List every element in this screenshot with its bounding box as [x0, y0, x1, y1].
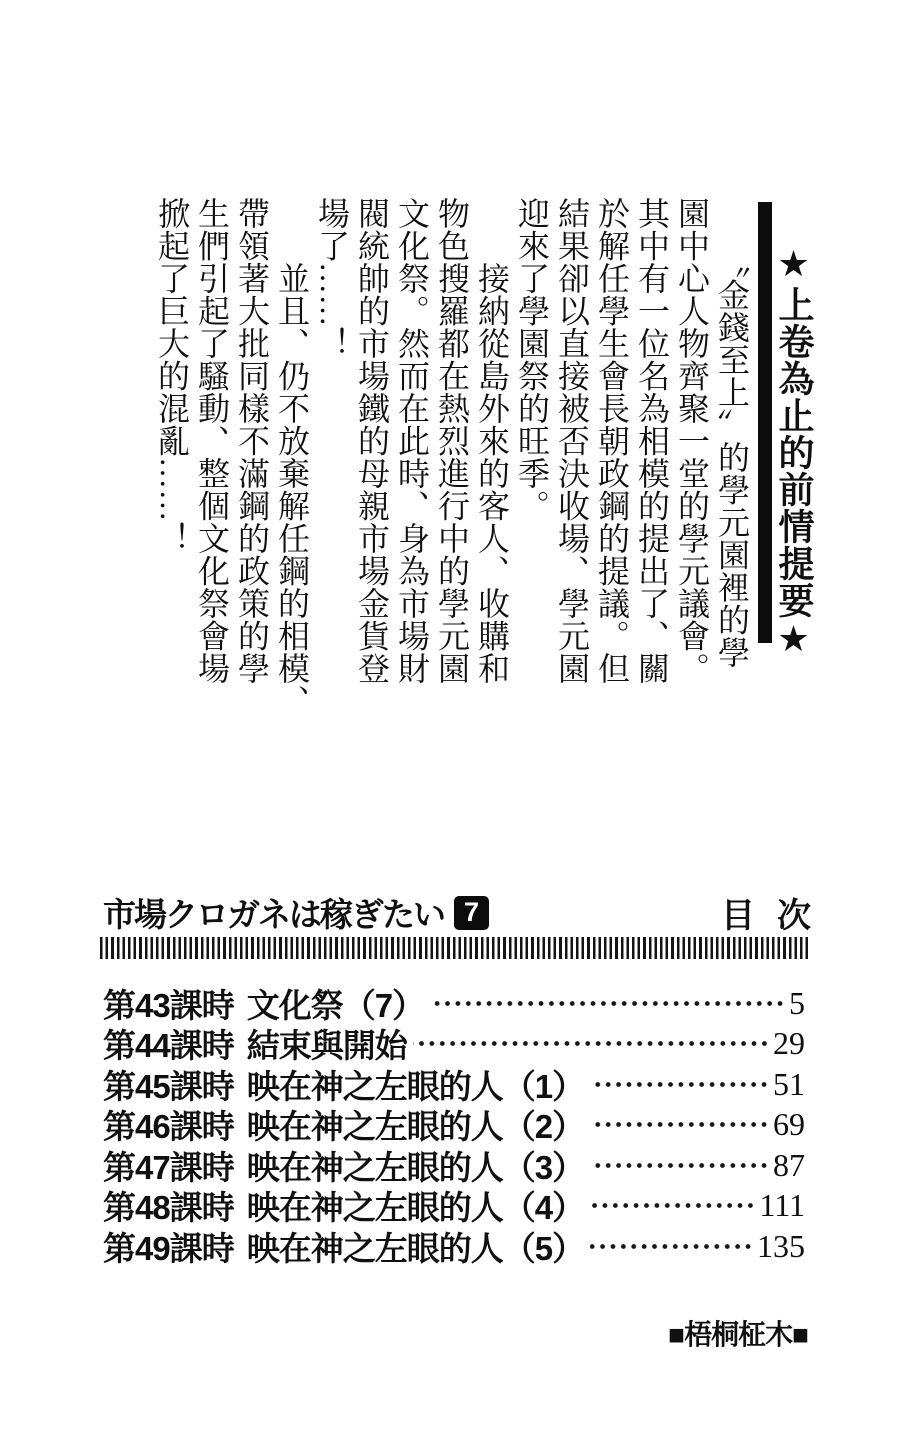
- chapter-number: 第43課時: [103, 986, 234, 1024]
- toc-entry: [103, 983, 805, 1024]
- page-number: 29: [773, 1025, 805, 1062]
- dot-leader: [590, 1121, 771, 1128]
- page-number: 69: [773, 1106, 805, 1143]
- synopsis-column: 結果卻以直接被否決收場、學元園: [554, 197, 590, 685]
- chapter-title: 映在神之左眼的人（5）: [246, 1229, 585, 1267]
- chapter-title: 文化祭（7）: [246, 986, 425, 1024]
- synopsis-column: 文化祭。然而在此時、身為市場財: [394, 197, 430, 685]
- chapter-number: 第49課時: [103, 1229, 234, 1267]
- synopsis-column: 帶領著大批同樣不滿鋼的政策的學: [234, 197, 270, 685]
- dot-leader: [413, 1040, 771, 1047]
- page-number: 135: [757, 1227, 805, 1264]
- synopsis-column: 閥統帥的市場鐵的母親市場金貨登: [354, 197, 390, 685]
- synopsis-column: 於解任學生會長朝政鋼的提議。但: [594, 197, 630, 685]
- toc-entry: [103, 1145, 805, 1186]
- synopsis-column: 並且、仍不放棄解任鋼的相模、: [274, 197, 310, 717]
- chapter-number: 第45課時: [103, 1067, 234, 1105]
- synopsis-column: 場了……！: [314, 197, 350, 360]
- toc-entry: [103, 1105, 805, 1146]
- synopsis-column: 物色搜羅都在熱烈進行中的學元園: [434, 197, 470, 685]
- divider-bar: [758, 202, 772, 643]
- chapter-title: 映在神之左眼的人（1）: [246, 1067, 585, 1105]
- toc-entry: [103, 1064, 805, 1105]
- synopsis-column: 迎來了學園祭的旺季。: [514, 197, 550, 522]
- dot-leader: [590, 1162, 771, 1169]
- stripe-rule: [100, 937, 810, 959]
- chapter-number: 第48課時: [103, 1189, 234, 1227]
- series-title: 市場クロガネは稼ぎたい: [103, 896, 444, 933]
- page-number: 87: [773, 1146, 805, 1183]
- page-number: 51: [773, 1065, 805, 1102]
- page-number: 5: [789, 984, 805, 1021]
- synopsis-column: 接納從島外來的客人、收購和: [474, 197, 510, 685]
- synopsis-heading: ★上卷為止的前情提要★: [774, 244, 815, 661]
- page-number: 111: [759, 1187, 805, 1224]
- volume-badge: [454, 896, 489, 930]
- synopsis-column: 生們引起了騷動、整個文化祭會場: [194, 197, 230, 685]
- dot-leader: [590, 1243, 755, 1250]
- synopsis-column: 園中心人物齊聚一堂的學元議會。: [674, 197, 710, 685]
- synopsis-column: 其中有一位名為相模的提出了、關: [634, 197, 670, 685]
- synopsis-column: 〝金錢至上〟的學元園裡的學: [714, 197, 750, 669]
- chapter-number: 第44課時: [103, 1027, 234, 1065]
- dot-leader: [590, 1081, 771, 1088]
- volume-number: 7: [463, 897, 480, 927]
- author-credit: ■梧桐柾木■: [668, 1319, 808, 1350]
- chapter-number: 第47課時: [103, 1148, 234, 1186]
- chapter-title: 映在神之左眼的人（3）: [246, 1148, 585, 1186]
- toc-entry: [103, 1024, 805, 1065]
- dot-leader: [590, 1202, 757, 1209]
- toc-heading: 目 次: [721, 897, 805, 935]
- toc-list: [103, 983, 805, 1267]
- chapter-title: 結束與開始: [246, 1027, 407, 1065]
- toc-entry: [103, 1186, 805, 1227]
- chapter-title: 映在神之左眼的人（2）: [246, 1108, 585, 1146]
- toc-header: [103, 888, 805, 937]
- toc-entry: [103, 1226, 805, 1267]
- synopsis-text: [152, 197, 752, 717]
- chapter-title: 映在神之左眼的人（4）: [246, 1189, 585, 1227]
- synopsis-column: 掀起了巨大的混亂……！: [154, 197, 190, 555]
- dot-leader: [430, 1000, 787, 1007]
- chapter-number: 第46課時: [103, 1108, 234, 1146]
